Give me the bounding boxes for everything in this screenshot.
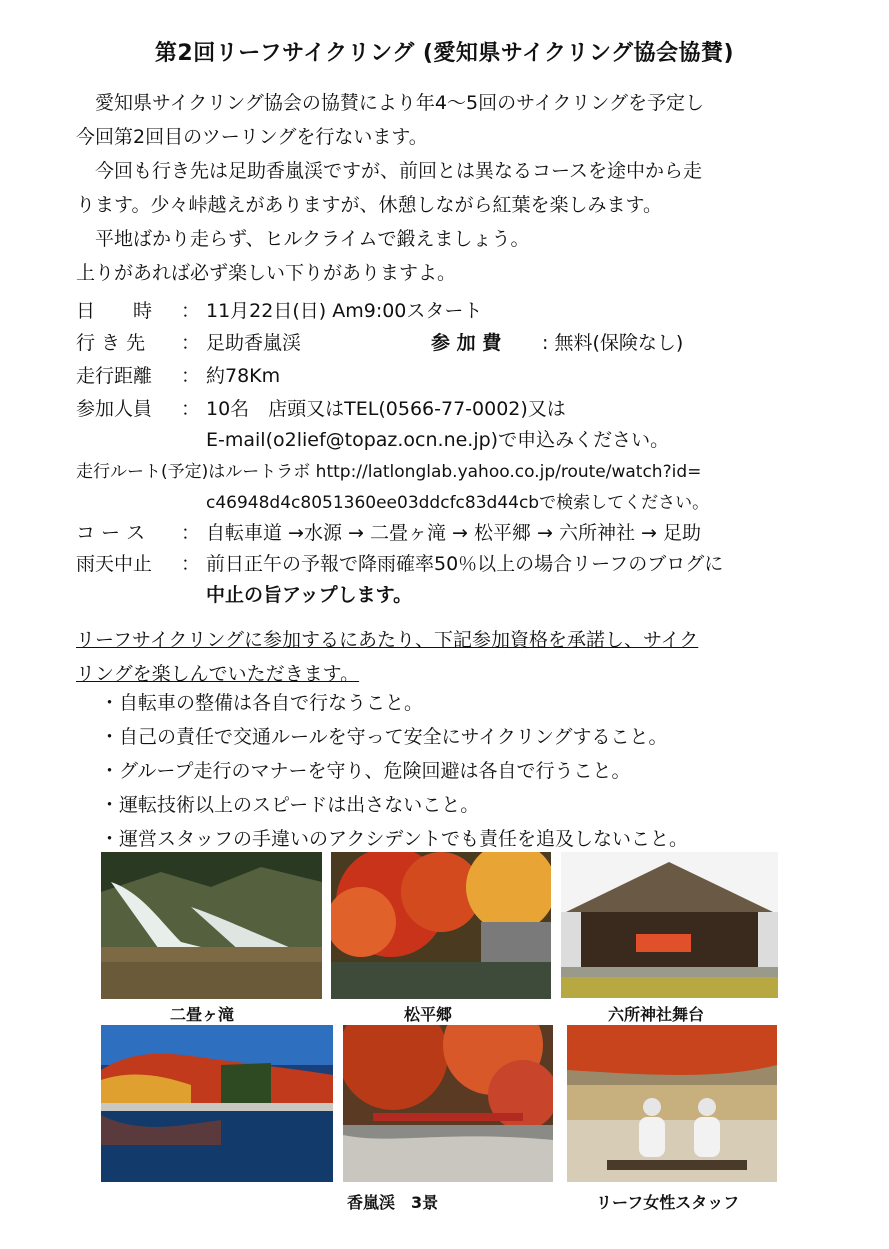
route-id-text: c46948d4c8051360ee03ddcfc83d44cbで検索してください。	[206, 493, 710, 513]
detail-value: 前日正午の予報で降雨確率50％以上の場合リーフのブログに	[206, 553, 724, 575]
waterfall-photo	[101, 852, 322, 999]
detail-colon: ：	[181, 522, 201, 544]
staff-photo	[567, 1025, 777, 1182]
intro-line: 上りがあれば必ず楽しい下りがありますよ。	[76, 262, 457, 284]
detail-label: 行 き 先	[76, 332, 146, 354]
detail-colon: ：	[181, 300, 201, 322]
intro-line: 今回も行き先は足助香嵐渓ですが、前回とは異なるコースを途中から走	[95, 160, 703, 182]
rule-item: ・自己の責任で交通ルールを守って安全にサイクリングすること。	[100, 726, 668, 748]
fee-value: : 無料(保険なし)	[542, 332, 684, 354]
page-title: 第2回リーフサイクリング (愛知県サイクリング協会協賛)	[154, 41, 735, 66]
agreement-line: リーフサイクリングに参加するにあたり、下記参加資格を承諾し、サイク	[76, 629, 699, 651]
agreement-line: リングを楽しんでいただきます。	[76, 663, 360, 685]
rule-item: ・自転車の整備は各自で行なうこと。	[100, 692, 424, 714]
intro-line: 平地ばかり走らず、ヒルクライムで鍛えましょう。	[95, 228, 530, 250]
detail-label: 雨天中止	[76, 553, 153, 575]
detail-label: コ ー ス	[76, 522, 146, 544]
intro-line: ります。少々峠越えがありますが、休憩しながら紅葉を楽しみます。	[76, 194, 662, 216]
detail-colon: ：	[181, 553, 201, 575]
detail-label: 参加人員	[76, 398, 153, 420]
detail-value: 10名 店頭又はTEL(0566-77-0002)又は	[206, 398, 566, 420]
korankei-river-photo	[101, 1025, 333, 1182]
detail-colon: ：	[181, 398, 201, 420]
intro-line: 今回第2回目のツーリングを行ないます。	[76, 126, 428, 148]
rule-item: ・運営スタッフの手違いのアクシデントでも責任を追及しないこと。	[100, 828, 689, 850]
detail-colon: ：	[181, 365, 201, 387]
fee-label: 参 加 費	[431, 332, 502, 354]
route-text: 走行ルート(予定)はルートラボ http://latlonglab.yahoo.co.jp/route/watch?id=	[76, 462, 702, 482]
detail-value: 足助香嵐渓	[206, 332, 302, 354]
shrine-stage-photo	[561, 852, 778, 998]
rule-item: ・グループ走行のマナーを守り、危険回避は各自で行うこと。	[100, 760, 631, 782]
agreement-text	[76, 623, 698, 691]
korankei-bridge-photo	[343, 1025, 553, 1182]
intro-text	[76, 86, 816, 290]
detail-value: E-mail(o2lief@topaz.ocn.ne.jp)で申込みください。	[206, 429, 670, 451]
detail-value: 中止の旨アップします。	[206, 584, 413, 606]
intro-line: 愛知県サイクリング協会の協賛により年4〜5回のサイクリングを予定し	[95, 92, 704, 114]
detail-colon: ：	[181, 332, 201, 354]
rules-list	[100, 686, 688, 856]
detail-route	[76, 459, 701, 485]
caption-korankei: 香嵐渓 3景	[347, 1193, 439, 1212]
detail-value: 約78Km	[206, 365, 281, 387]
matsudaira-photo	[331, 852, 551, 999]
detail-label: 日 時	[76, 300, 153, 322]
detail-label: 走行距離	[76, 365, 153, 387]
caption-matsudaira: 松平郷	[404, 1005, 453, 1024]
caption-waterfall: 二畳ヶ滝	[170, 1005, 235, 1024]
caption-shrine: 六所神社舞台	[608, 1005, 705, 1024]
caption-staff: リーフ女性スタッフ	[596, 1193, 740, 1212]
detail-value: 自転車道 →水源 → 二畳ヶ滝 → 松平郷 → 六所神社 → 足助	[206, 522, 701, 544]
detail-value: 11月22日(日) Am9:00スタート	[206, 300, 483, 322]
rule-item: ・運転技術以上のスピードは出さないこと。	[100, 794, 480, 816]
